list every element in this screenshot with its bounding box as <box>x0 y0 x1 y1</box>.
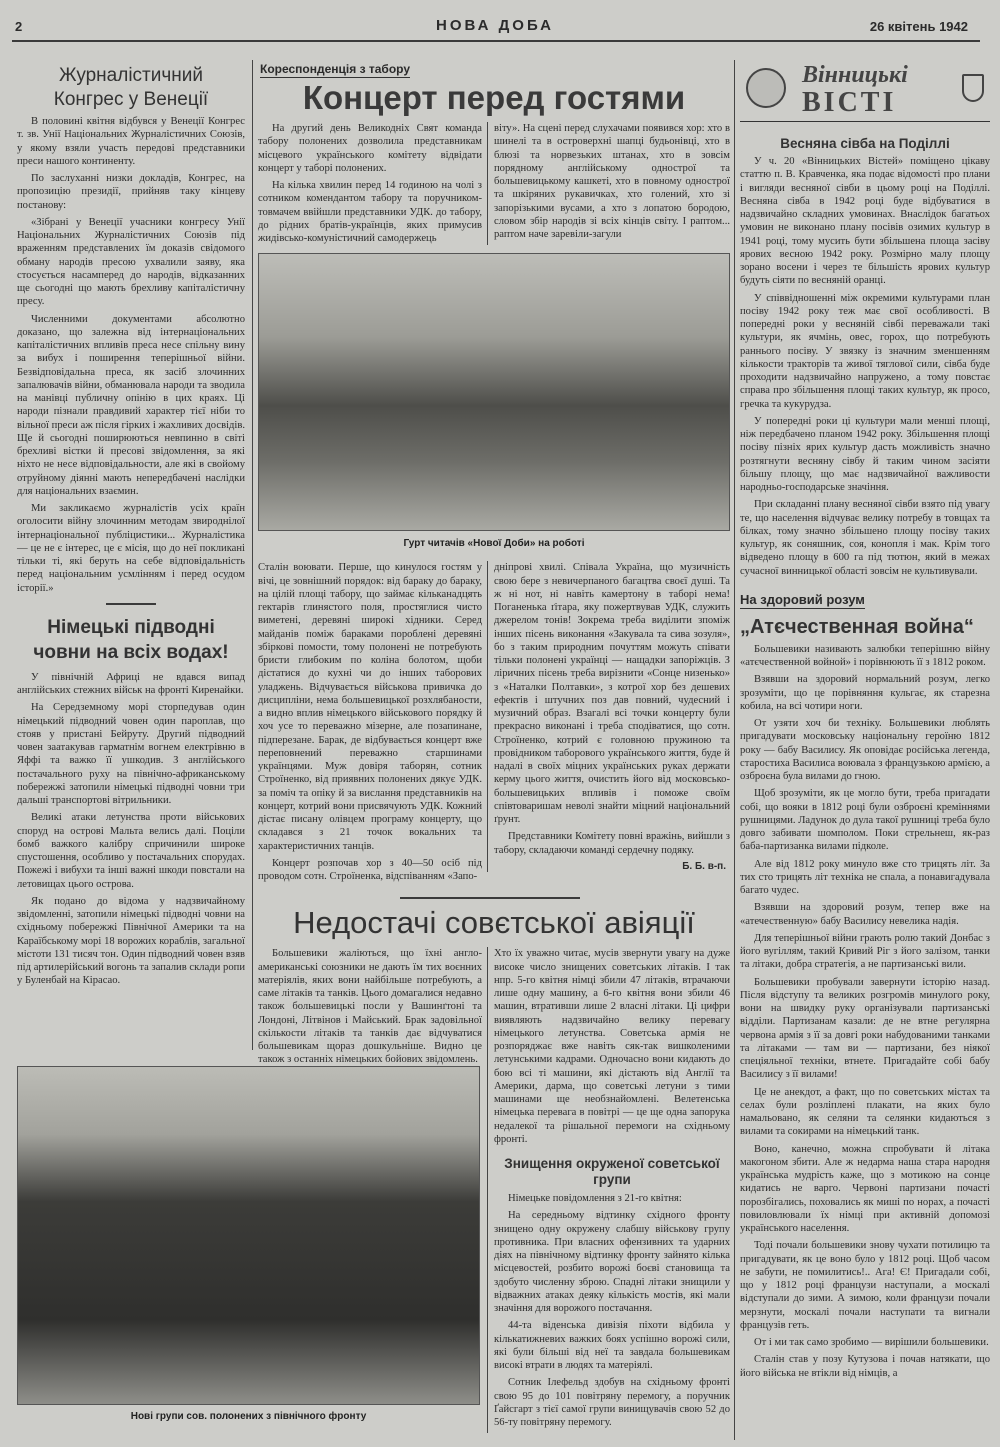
concert-top-row <box>258 122 730 249</box>
paper-name: НОВА ДОБА <box>436 17 554 34</box>
encircled-paragraph: На середньому відтинку східного фронту знищено одну окружену слабшу військову групу противника. При власних офензивних та ударних діях на північному відтинку фронту зайнято кілька місцевостей, розбито ворожі боєві становища та здобуто численну зброю. Спадні літаки знищили у відважних атаках деяку кількість мостів, які мали значіння для ворожого постачання. <box>494 1210 730 1314</box>
submarines-paragraph: Великі атаки летунства проти військових споруд на острові Мальта велись далі. Поціли бомб важкого калібру спричинили широке спустошення, особливо у постачальних спорудах. Пожежі і вибухи та інші важні шкоди повстали на летовищах цього острова. <box>17 812 245 890</box>
concert-paragraph: віту». На сцені перед слухачами появився хор: хто в шинелі та в островерхні шапці будьонівці, хто в блюзі та норвезьких штанах, хто в зовсім порядному англійському однострої та большевицькому кашкеті, хто в повному однострої та шкіряних рукавичках, хто голений, хто зі запорізькими вусами, а хто з лопатою бородою, словом збір народів зі всіх кінців світу. І раптом... раптом наче заревіли-загули <box>494 123 730 240</box>
concert-paragraph: Представники Комітету повні вражінь, вийшли з табору, складаючи команді сердечну подяку. <box>494 831 730 856</box>
concert-col2-top <box>487 122 730 245</box>
sowing-paragraph: У попередні роки ці культури мали менші площі, ніж передбачено планом 1942 року. Збільшення площі посіву пізніх ярих культур дасть можливість значно розтягнути весняну сівбу й таким чином засіяти більшу площу, що має надзвичайної важливости народньо-господарське значіння. <box>740 415 990 493</box>
sowing-paragraph: У співвідношенні між окремими культурами план посіву 1942 року теж має свої особливості. В попередні роки у весняній сівбі переважали такі культури, як ячмінь, овес, горох, що потребують раннього посіву. У звязку із значним зменшенням кількости тракторів та живої тяглової сили, сівба буде проходити надзвичайно напружено, а тому повстає справа про збільшення площі таких культур, як просо, гречка та кукурудза. <box>740 292 990 410</box>
journalism-title-line: Конгрес у Венеції <box>53 89 209 110</box>
concert-paragraph: Концерт розпочав хор з 40—50 осіб під проводом сотн. Строїненка, відспіванням «Запо- <box>258 857 482 882</box>
sowing-paragraph: При складанні плану весняної сівби взято під увагу те, що населення відчуває велику потребу в товщах та білках, тому значно збільшено площу посіву таких культур, як соняшник, соя, конопля і мак. Крім того відведено площу в 600 га під тютюн, який в межах сучасної винницької області зовсім не культивували. <box>740 499 990 577</box>
encircled-body <box>494 1192 730 1429</box>
submarines-paragraph: У північній Африці не вдався випад англійських стежних військ на фронті Киренайки. <box>17 671 245 696</box>
concert-col2-bottom <box>494 561 730 857</box>
sowing-paragraph: У ч. 20 «Вінницьких Вістей» поміщено цікаву статтю п. В. Кравченка, яка подає відомості про плани і вигляди весняної сівби в цьому році на Поділлі. Весняна сівба в 1942 році буде відбуватися в надзвичайно складних умовинах. Внаслідок багатьох умовин не виконано плану посівів озимих культур в 1941 році, тому мусить бути збільшена площа засіву ярових весною 1942 року. Розмірно малу площу зорано восени і через те більшість ярових культур будуть сіяти по весняній оранці. <box>740 156 990 287</box>
masthead-rule <box>12 40 980 42</box>
workers-on-railway-photo <box>258 253 730 531</box>
prisoners-photo-caption: Нові групи сов. полонених з північного фронту <box>130 1411 367 1422</box>
common-sense-paragraph: Воно, канечно, можна спробувати й літака макогоном збити. Але ж недарма наша стара народня українська мудрість каже, що з мотикою на сонце кидатись не варго. Червоні партизани почасті порозбігались, поховались як миші по норах, а почасті повиловлювали їх німці при активній допомозі українського населення. <box>740 1143 990 1234</box>
aviation-paragraph: Большевики жаліються, що їхні англо-американські союзники не дають їм тих воєнних матеріялів, яких вони найбільше потребують, а саме літаків та танків. Цього домагалися недавно також большевицькі посли у Вашинґтоні та Лондоні, Літвінов і Майський. Брак задовільної скількости літаків та танків дає відчуватися большевикам щораз дошкульніше. Видно це також з останніх німецьких бойових звідомлень. <box>258 948 482 1066</box>
common-sense-paragraph: От узяти хоч би техніку. Большевики люблять пригадувати московську національну героїню 1812 року — бабу Василису. Як оповідає російська легенда, старостиха Василиса воювала з французькою армією, а озброєна була вилами до гною. <box>740 718 991 782</box>
logo-subtitle: ВІСТІ <box>802 87 897 118</box>
concert-paragraph: дніпрові хвилі. Співала Україна, що музичність свою бере з невичерпаного багацтва своєї душі. Та ж ні нот, ні навіть камертону в таборі нема! Поганенька ґітара, яку пожертвував УДК, служить джерелом тонів! Зокрема треба виділити зпоміж інших пісень виконання «Закувала та сива зозуля», бо з таким природним почуттям можуть співати тільки полонені українці — нащадки запоріжців. З ліричних пісень треба вирізнити «Сонце низенько» з «Наталки Полтавки», з котрої хор без дешевих ефектів і штучних поз дав повний, чудесний і музичний образ. Взагалі всі точки концерту були прекрасно виконані і треба сподіватися, що сотн. Строїненко, котрий є головною пружиною та провідником таборового українського життя, буде й надалі в своїх міцних українських руках держати керму цього життя, очистить його від московсько-большевицьких впливів і поможе своїм співтоваришам неволі знайти міцний національний ґрунт. <box>494 562 730 825</box>
submarines-title: Німецькі підводні човни на всіх водах! <box>33 616 229 663</box>
article-divider <box>400 897 580 899</box>
encircled-paragraph: Сотник Ілефельд здобув на східньому фронті свою 95 до 101 повітряну перемогу, а поручник Ґайсгарт з тієї самої групи винищувачів свою 52 до 56-ту повітряну перемогу. <box>494 1377 730 1428</box>
left-column <box>17 64 245 992</box>
sowing-title: Весняна сівба на Поділлі <box>780 136 950 151</box>
concert-paragraph: Сталін воювати. Перше, що кинулося гостям у вічі, це зовнішний порядок: від бараку до бараку, на цілій площі табору, що займає кільканадцять гектарів глинястого поля, простяглися чисто виметені, деревяні широкі хідники. Серед майданів поміж бараками пороблені деревяні збіркові помости, тому полонені не потребують бристи глибоким по коліна болотом, щоби дістатися до кухні чи до інших таборових уладжень. Відчувається військова привичка до дисципліни, нема большевицької розхлябаности, а видно вплив німецького військового порядку й хоч усе то переважно мізерне, але позапинане, підперезане. Барак, де відбувається концерт вже переповнений переважно старшинами українцями. Муж довіря таборян, сотник Строїненко, від приявних полонених дякує УДК. за поміч та опіку й за вислання представників на концерт, котрий вони присвячують УДК. Кожний дістає писану олівцем програму концерту, що складався з 21 точок вокальних та характеристичних танців. <box>258 562 482 852</box>
aviation-paragraph: Хто їх уважно читає, мусів звернути увагу на дуже високе число знищених советських літаків. І так нпр. 5-го квітня німці збили 47 літаків, втрачаючи лише одну машину, а 6-го квітня вони збили 46 машин, втративши лише 2 власні літаки. Ці цифри виявляють надзвичайно велику перевагу німецького летунства. Советська армія не розпоряджає вже навіть сяк-так вишколеними летунськими кадрами. Одночасно вони кидають до бою всі ті машини, які дістають від Англії та Америки, дарма, що советські летуни з тими машинами ще необзнайомлені. Велетенська німецька перевага в повітрі — це ще одна запорука недалекої та рішальної перемоги на східньому фронті. <box>494 948 730 1145</box>
concert-signature: Б. Б. в-п. <box>682 860 726 872</box>
aviation-col2 <box>494 947 730 1146</box>
common-sense-paragraph: Взявши на здоровий нормальний розум, легко зрозуміти, що це порівняння кульгає, як старезна кобила, на всі чотири ноги. <box>740 674 990 712</box>
journalism-body <box>17 115 245 595</box>
concert-title: Концерт перед гостями <box>302 79 686 116</box>
concert-paragraph: На кілька хвилин перед 14 годиною на чолі з сотником комендантом табору та поручником-товмачем ввійшли представники УДК. до табору, до рідних братів-українців, яких примусив жидівсько-комуністичний самодержець <box>258 180 482 244</box>
common-sense-paragraph: Большевики пробували завернути історію назад. Після відступу та великих розгромів минулого року, вони на швидку руку організували партизанські відділи. Партизанам казали: де не втне регулярна червона армія з її за довгі роки набудованими танками та літаками — там ви — партизани, без ніякої спеціяльної техніки, втнете. Пригадайте собі бабу Василису з її вилами! <box>740 976 990 1081</box>
common-sense-paragraph: Сталін став у позу Кутузова і почав натякати, що його війська не втікли від німців, а <box>740 1354 990 1379</box>
journalism-paragraph: «Зібрані у Венеції учасники конгресу Унії Національних Журналістичних Союзів під враженням представлених їм доказів свідомого обману народів пресою ухвалили заяву, яка стосується насамперед до народів, відказанних ще сьогодні що мають брехливу капіталістичну пресу. <box>17 216 245 308</box>
article-divider <box>106 603 156 605</box>
issue-date: 26 квітень 1942 <box>869 19 968 34</box>
encircled-title: Знищення окруженої советської групи <box>504 1156 720 1187</box>
encircled-paragraphs <box>494 1209 730 1429</box>
journalism-paragraph: По заслуханні низки докладів, Конгрес, на пропозицію президії, прийняв таку кінцеву постанову: <box>17 173 245 211</box>
submarines-body <box>17 671 245 988</box>
trident-shield-icon <box>962 74 984 102</box>
journalism-paragraph: Ми закликаємо журналістів усіх країн оголосити війну злочинним методам звироднілої інтернаціональної публіцистики... Журналістика — це не є інтерес, це є місія, що до неї покликані тільки ті, які беруть на себе відповідальність перед національним усмлінням і перед осудом історії.» <box>17 503 245 594</box>
journalism-title <box>17 64 245 112</box>
common-sense-body <box>740 643 990 1380</box>
concert-rubric: Кореспонденція з табору <box>260 62 411 76</box>
submarines-paragraph: Як подано до відома у надзвичайному звідомленні, затопили німецькі підводні човни на східньому побережжі Північної Америки та на Караїбському морі 18 ворожих кораблів, загальної містоти 131 тисяч тон. Один підводний човен взяв під артилерійський вогонь та запалив склади ропи у Буленбай на Кірасао. <box>17 895 245 987</box>
workers-photo-caption: Гурт читачів «Нової Доби» на роботі <box>403 538 585 550</box>
common-sense-paragraph: Але від 1812 року минуло вже сто трицять літ. За тих сто трицять літ техніка не спала, а понавигадувала багато чудес. <box>740 858 990 896</box>
concert-bottom-row <box>258 561 730 887</box>
swastika-emblem-icon <box>746 68 786 108</box>
column-divider <box>734 60 735 1440</box>
common-sense-title: „Атєчественная война“ <box>740 615 974 638</box>
common-sense-paragraph: Для теперішньої війни грають ролю такий Донбас з його вугіллям, такий Кривий Ріг з його залізом, танки та літаки, добра стратегія, а не партизанські вили. <box>740 932 990 971</box>
encircled-paragraph: 44-та віденська дивізія піхоти відбила у кількатижневих важких боях успішно ворожі сили, які були більші від неї та завдала большевикам високі втрати в людях та матеріялі. <box>494 1320 730 1371</box>
common-sense-rubric: На здоровий розум <box>740 591 865 607</box>
concert-paragraph: На другий день Великодніх Свят команда табору полонених дозволила представникам місцевого українського комітету відвідати концерт у таборі полонених. <box>258 123 482 174</box>
page-number: 2 <box>15 19 23 34</box>
encircled-lead: Німецьке повідомлення з 21-го квітня: <box>508 1193 682 1204</box>
sowing-body <box>740 155 990 578</box>
common-sense-paragraph: Щоб зрозуміти, як це могло бути, треба пригадати собі, що вояки в 1812 році були озброєні креміннями рушницями. Ладунок до дула такої рушниці треба було довго забивати шомполом. Поки стрельнеш, як-раз баба-партизанка вилами підколе. <box>740 788 990 853</box>
aviation-title: Недостачі совєтської авіяції <box>293 905 695 941</box>
common-sense-paragraph: Взявши на здоровий розум, тепер вже на «атечественную» бабу Василису невелика надія. <box>740 902 990 927</box>
aviation-col1 <box>258 947 487 1070</box>
submarines-paragraph: На Середземному морі сторпедував один німецький підводний човен один пароплав, що стояв у пристані Бейруту. Другий підводний човен заатакував гарматнім вогнем електрівню в Яффі та важко її ушкодив. З англійського постачального руху на північно-африканському побережжі затопили німецькі підводні човни три дальші транспортові вітрильники. <box>17 702 245 806</box>
common-sense-paragraph: Тоді почали большевики знову чухати потилицю та пригадувати, як це воно було у 1812 році. Щоб часом не забути, не помилитись!.. Ага! Є! Пригадали собі, що у 1812 році французи наступали, а москалі відступали до зими. А зимою, коли французи почали мерзнути, москалі почали наступати та вигнали французів геть. <box>740 1240 990 1331</box>
journalism-paragraph: В половині квітня відбувся у Венеції Конгрес т. зв. Унії Національних Журналістичних Союзів, у якому взяли участь передові представники преси нашого континенту. <box>17 116 245 167</box>
right-column <box>740 62 990 1384</box>
concert-col1-top <box>258 122 487 249</box>
common-sense-paragraph: Большевики називають залюбки теперішню війну «атєчественной войной» і порівнюють її з 1812 роком. <box>740 643 990 668</box>
common-sense-paragraph: От і ми так само зробимо — вирішили большевики. <box>754 1337 989 1348</box>
aviation-col2-wrap <box>487 947 730 1433</box>
vinnytsia-news-logo <box>740 62 990 122</box>
concert-col1-bottom <box>258 561 487 887</box>
column-divider <box>252 60 253 1050</box>
concert-col2-bottom-wrap <box>487 561 730 872</box>
common-sense-paragraph: Це не анекдот, а факт, що по советських містах та селах були розліплені плакати, на яких було намальовано, як селяни та селянки кидаються з вилами та сокирами на німецький танк. <box>740 1086 990 1138</box>
journalism-title-line: Журналістичний <box>59 65 203 86</box>
journalism-paragraph: Численними документами абсолютно доказано, що залежна від інтернаціональних капіталістичних впливів преса несе спільну вину за вибух і поширення теперішньої війни. Безвідповідальна преса, як засіб злочинних запалювачів війни, обманювала народи та зводила на манівці публичну опінію в цих краях. Ці народи пізнали правдивий характер тієї ніби то вільної преси аж після гірких і жахливих досвідів. Ще й сьогодні поширюються невпинно в світі брехливі вістки й пресові звідомлення, за які ніхто не несе відповідальности, але які в свойому отруйному діянні мають непередбачені наслідки для національних взаємин. <box>17 313 245 497</box>
soviet-prisoners-photo <box>17 1066 480 1405</box>
logo-title: Вінницькі <box>802 62 908 88</box>
